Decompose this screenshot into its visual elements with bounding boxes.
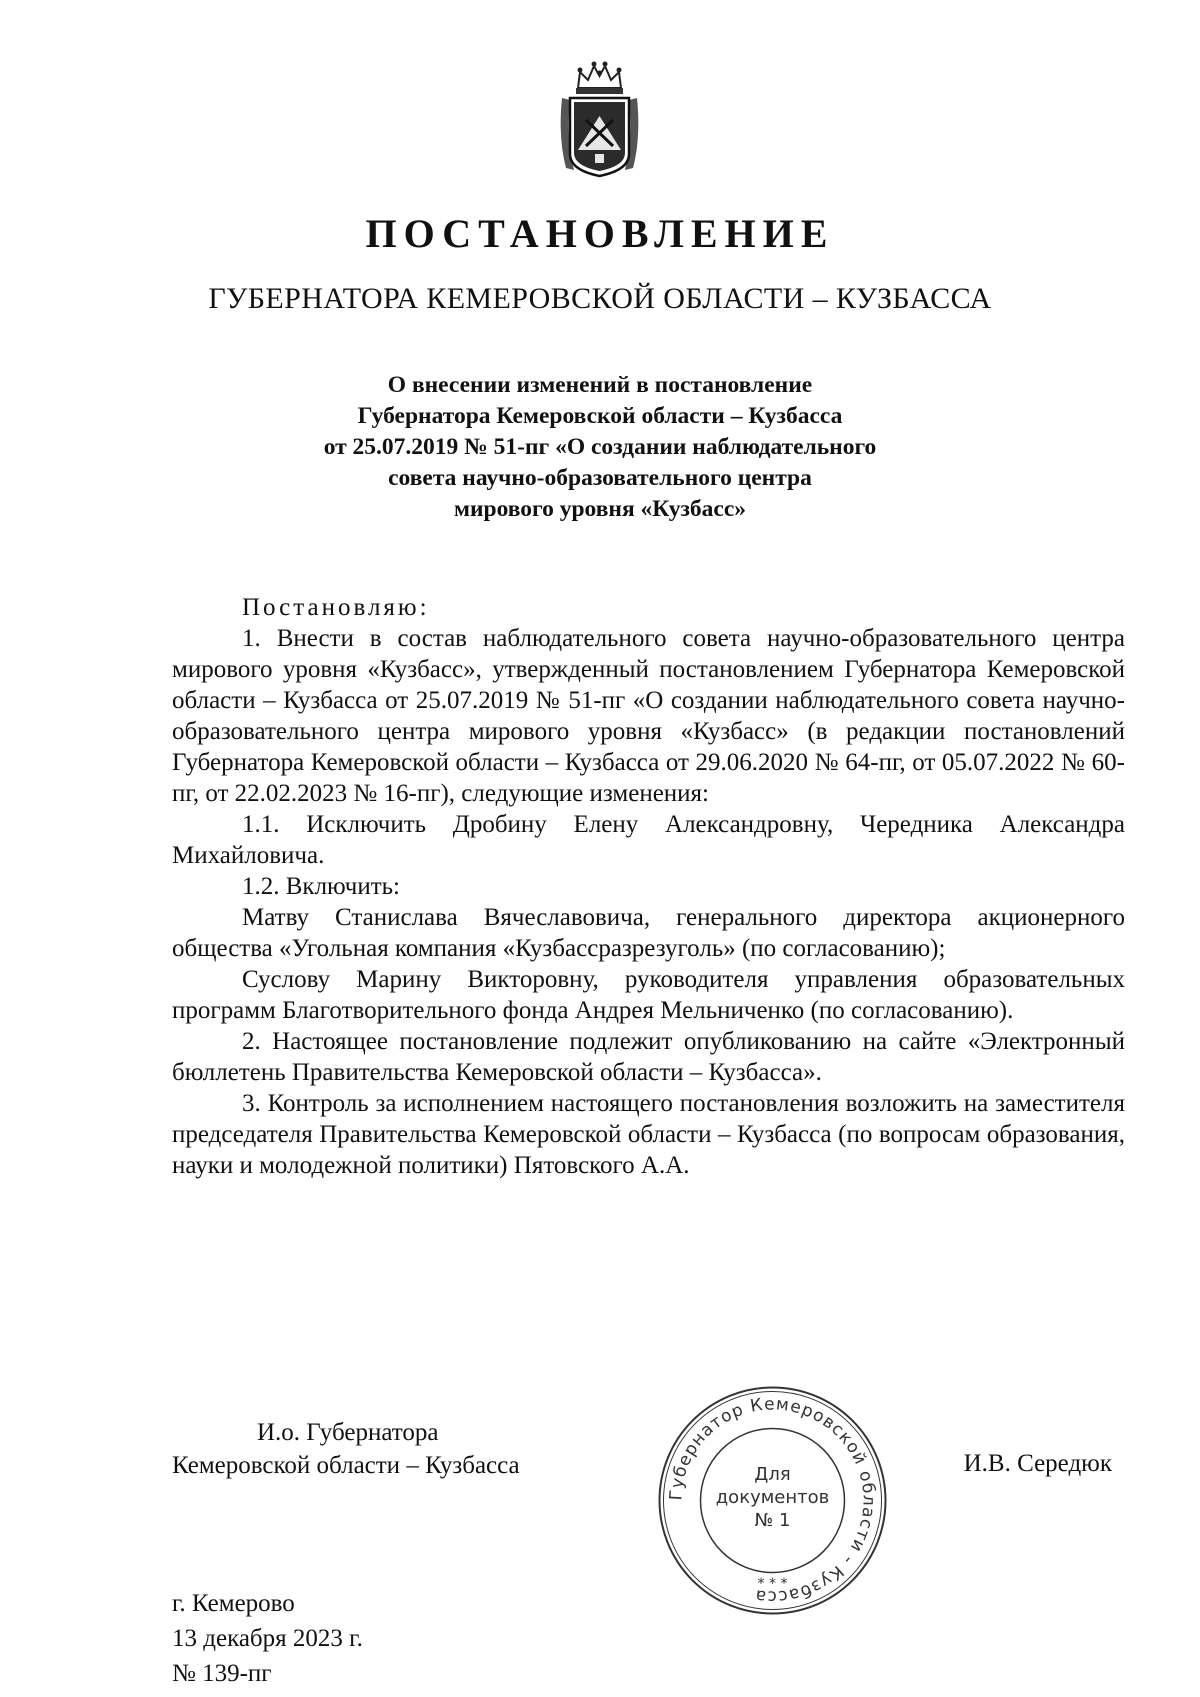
coat-of-arms-icon	[556, 58, 643, 180]
document-number: № 139-пг	[172, 1660, 272, 1687]
signatory-position	[172, 1416, 602, 1482]
paragraph-1-1: 1.1. Исключить Дробину Елену Александровну, Чередника Александра Михайловича.	[172, 811, 1125, 869]
document-date: 13 декабря 2023 г.	[172, 1625, 363, 1652]
stamp-center-line: Для	[754, 1464, 791, 1485]
signatory-position-line: Кемеровской области – Кузбасса	[172, 1452, 520, 1479]
signatory-position-line: И.о. Губернатора	[257, 1419, 439, 1446]
document-subject	[180, 370, 1020, 525]
stamp-stars: * * *	[757, 1576, 788, 1592]
city: г. Кемерово	[172, 1590, 295, 1617]
document-type-title: ПОСТАНОВЛЕНИЕ	[365, 211, 835, 256]
paragraph-1-2: 1.2. Включить:	[242, 873, 400, 900]
subject-line: Губернатора Кемеровской области – Кузбасса	[357, 403, 843, 429]
paragraph-1-2-person-b: Суслову Марину Викторовну, руководителя управления образовательных программ Благотворительного фонда Андрея Мельниченко (по согласованию).	[172, 966, 1125, 1024]
paragraph-2: 2. Настоящее постановление подлежит опубликованию на сайте «Электронный бюллетень Правительства Кемеровской области – Кузбасса».	[172, 1028, 1125, 1086]
decree-word: Постановляю:	[242, 594, 430, 621]
subject-line: от 25.07.2019 № 51-пг «О создании наблюдательного	[323, 434, 877, 460]
paragraph-3: 3. Контроль за исполнением настоящего постановления возложить на заместителя председателя Правительства Кемеровской области – Кузбасса (по вопросам образования, науки и молодежной политики) Пятовского А.А.	[172, 1090, 1125, 1179]
paragraph-1-2-person-a: Матву Станислава Вячеславовича, генерального директора акционерного общества «Угольная компания «Кузбассразрезуголь» (по согласованию);	[172, 904, 1125, 962]
place-date-number	[172, 1586, 363, 1691]
stamp-center-line: № 1	[754, 1510, 791, 1531]
stamp-center-line: документов	[715, 1487, 830, 1508]
subject-line: мирового уровня «Кузбасс»	[453, 496, 747, 522]
stamp-ring-text: Губернатор Кемеровской области - Кузбасса	[666, 1394, 879, 1607]
signatory-name: И.В. Середюк	[963, 1450, 1112, 1477]
subject-line: совета научно-образовательного центра	[388, 465, 812, 491]
subject-line: О внесении изменений в постановление	[387, 372, 813, 398]
paragraph-1: 1. Внести в состав наблюдательного совета научно-образовательного центра мирового уровня «Кузбасс», утвержденный постановлением Губернатора Кемеровской области – Кузбасса от 25.07.2019 № 51-пг «О создании наблюдательного совета научно-образовательного центра мирового уровня «Кузбасс» (в редакции постановлений Губернатора Кемеровской области – Кузбасса от 29.06.2020 № 64-пг, от 05.07.2022 № 60-пг, от 22.02.2023 № 16-пг), следующие изменения:	[172, 625, 1125, 807]
document-body	[172, 592, 1125, 1181]
official-stamp	[655, 1383, 890, 1618]
issuer-title: ГУБЕРНАТОРА КЕМЕРОВСКОЙ ОБЛАСТИ – КУЗБАССА	[208, 282, 992, 315]
